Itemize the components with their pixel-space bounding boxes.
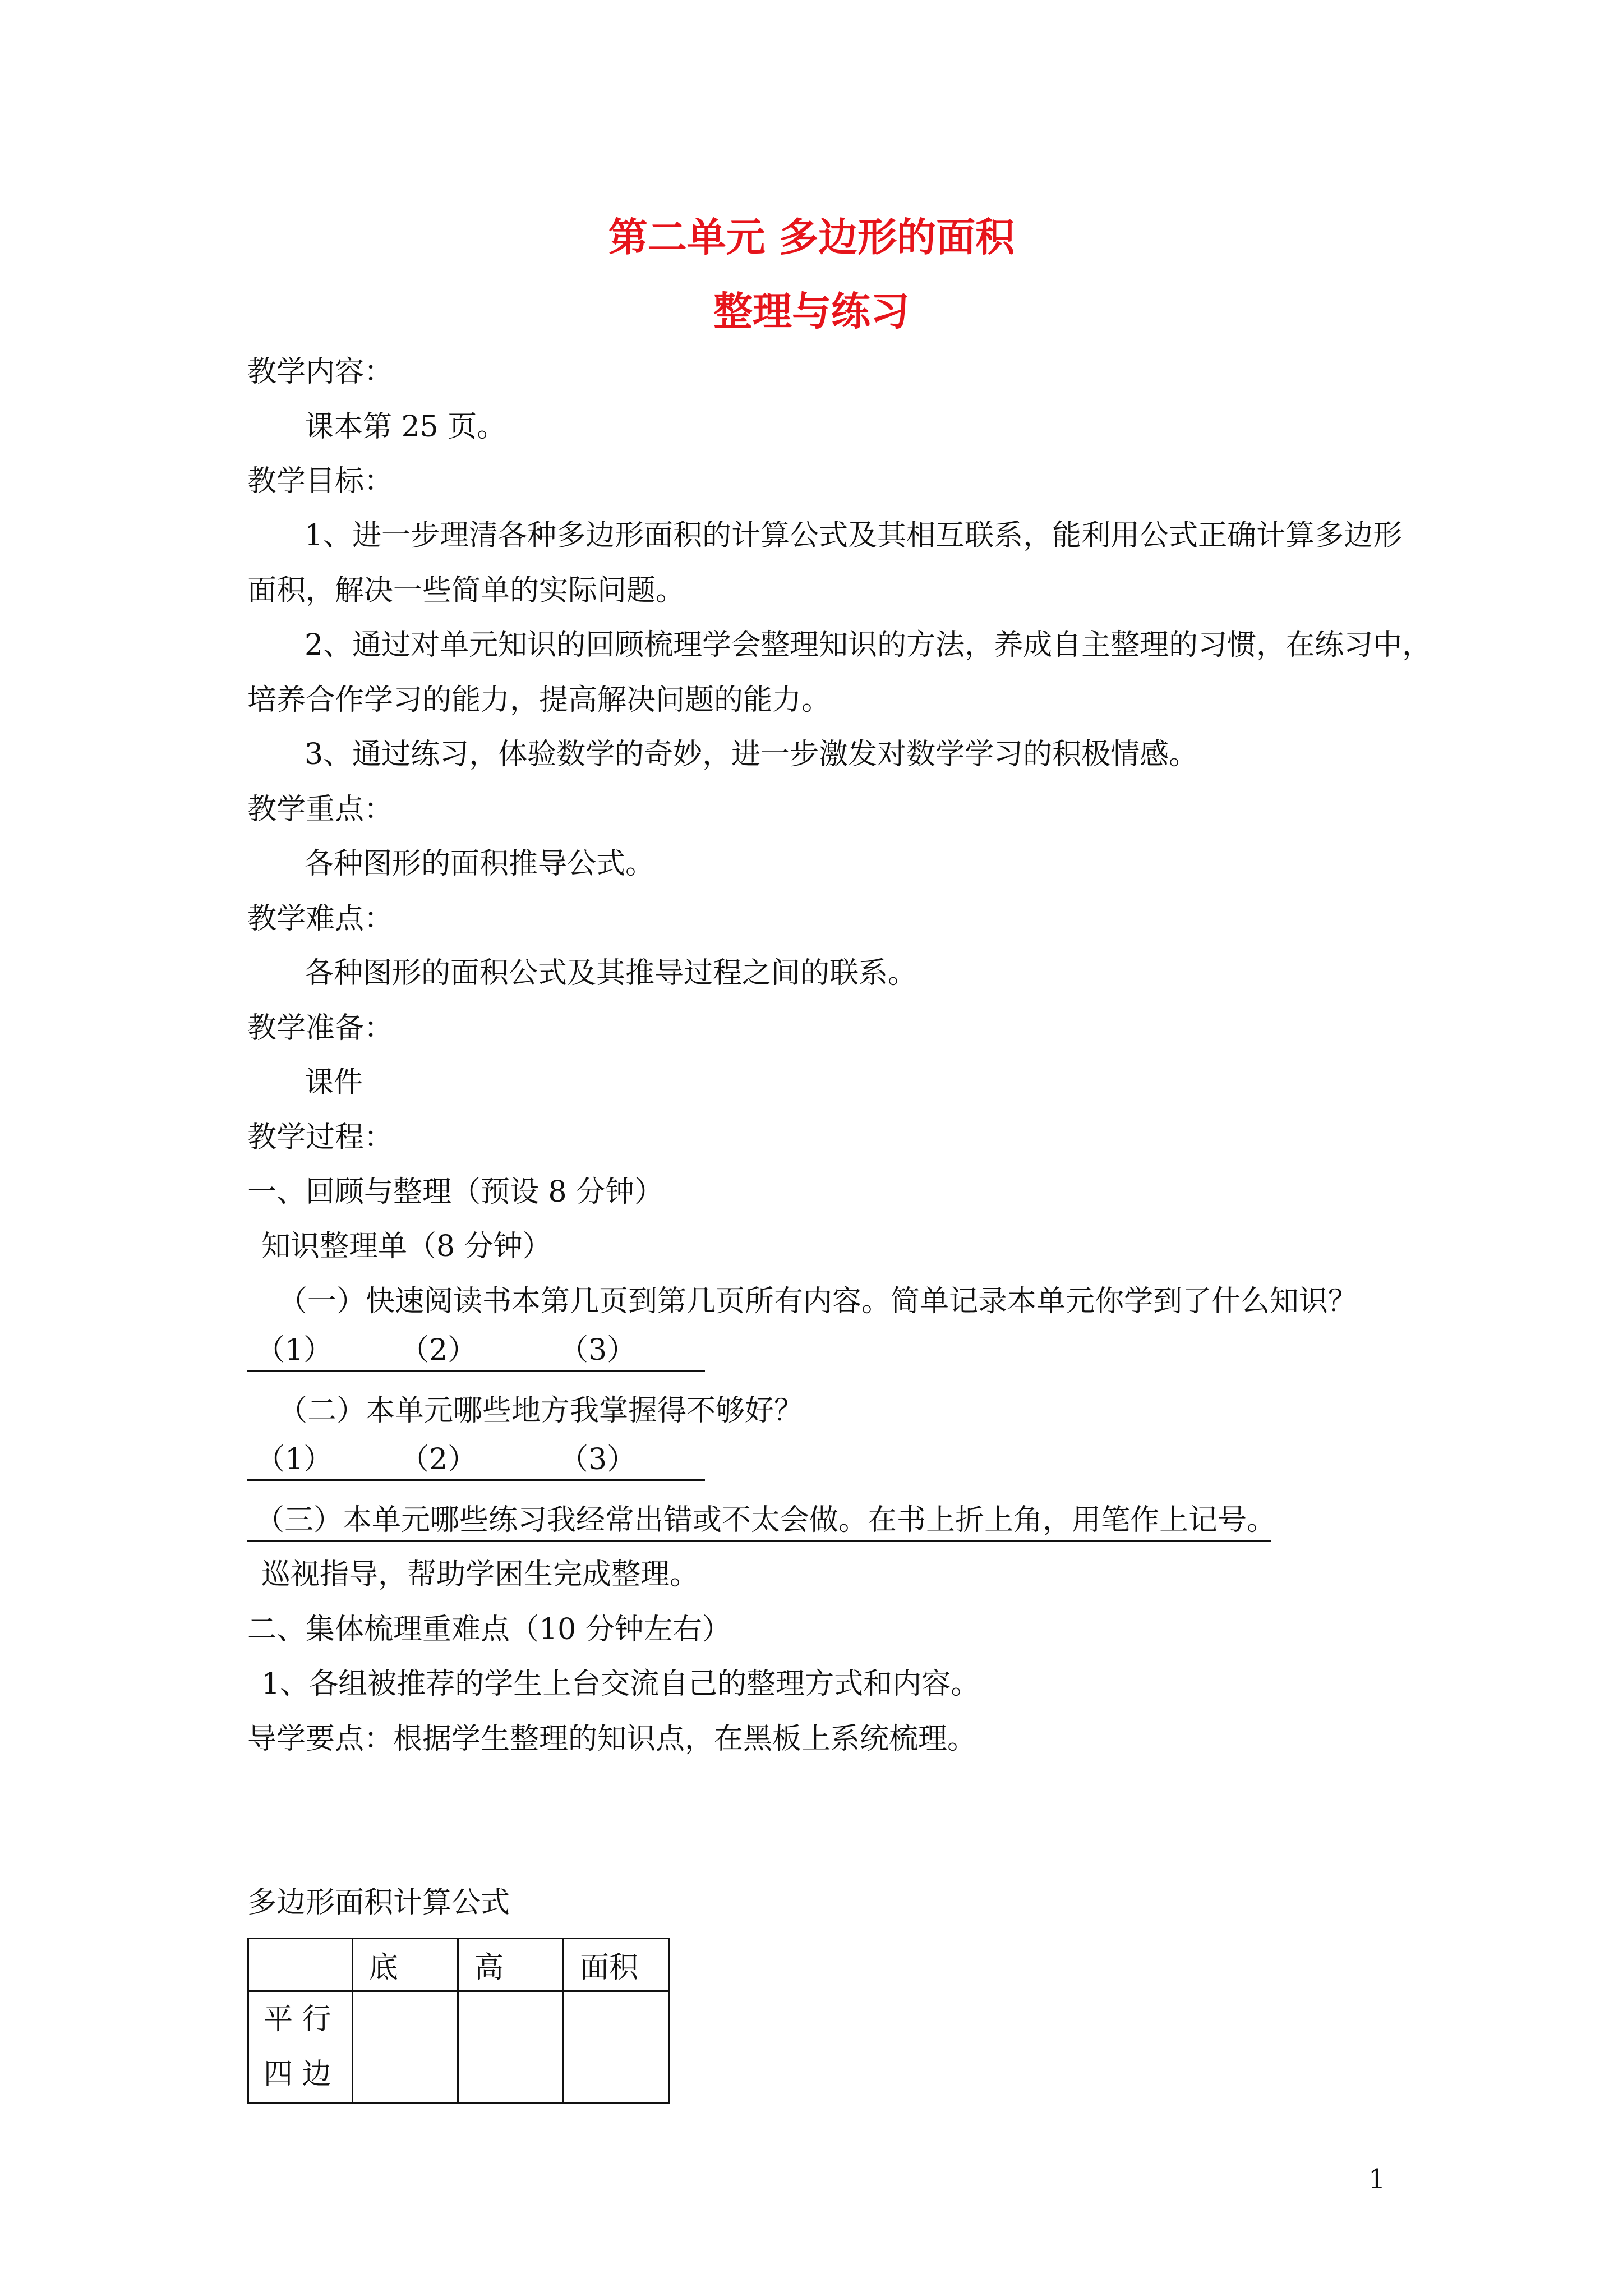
table-header-cell: 高: [458, 1939, 564, 1991]
row-label-line: 平 行: [264, 2003, 331, 2036]
preparation-label: 教学准备：: [247, 1011, 394, 1045]
process-label: 教学过程：: [247, 1121, 394, 1154]
table-header-cell: [248, 1939, 353, 1991]
content-label: 教学内容：: [247, 355, 394, 389]
lesson-title: 整理与练习: [713, 288, 910, 334]
section-1-heading: 一、回顾与整理（预设 8 分钟）: [247, 1175, 664, 1209]
key-point-label: 教学重点：: [247, 793, 394, 826]
table-cell-height[interactable]: [458, 1991, 564, 2103]
question-3: （三）本单元哪些练习我经常出错或不太会做。在书上折上角，用笔作上记号。: [247, 1501, 1271, 1542]
question-2: （二）本单元哪些地方我掌握得不够好？: [278, 1394, 804, 1428]
difficulty-text: 各种图形的面积公式及其推导过程之间的联系。: [305, 956, 917, 990]
section-2-heading: 二、集体梳理重难点（10 分钟左右）: [247, 1613, 731, 1646]
blank-label: （2）: [400, 1443, 477, 1476]
goals-label: 教学目标：: [247, 464, 394, 498]
preparation-text: 课件: [305, 1066, 363, 1099]
table-cell-area[interactable]: [564, 1991, 669, 2103]
guide-tip: 导学要点：根据学生整理的知识点，在黑板上系统梳理。: [247, 1722, 977, 1756]
goal-1-line-2: 面积，解决一些简单的实际问题。: [247, 574, 685, 608]
blank-label: （1）: [256, 1443, 333, 1476]
answer-blanks-1[interactable]: [247, 1331, 705, 1372]
blank-label: （2）: [400, 1333, 477, 1367]
question-1: （一）快速阅读书本第几页到第几页所有内容。简单记录本单元你学到了什么知识？: [278, 1285, 1358, 1318]
content-text: 课本第 25 页。: [305, 410, 506, 444]
goal-2-line-1: 2、通过对单元知识的回顾梳理学会整理知识的方法，养成自主整理的习惯，在练习中，: [305, 628, 1432, 662]
step-1: 1、各组被推荐的学生上台交流自己的整理方式和内容。: [261, 1667, 980, 1701]
goal-1-line-1: 1、进一步理清各种多边形面积的计算公式及其相互联系，能利用公式正确计算多边形: [305, 519, 1403, 553]
goal-3: 3、通过练习，体验数学的奇妙，进一步激发对数学学习的积极情感。: [305, 738, 1198, 771]
unit-title: 第二单元 多边形的面积: [608, 214, 1015, 260]
table-caption: 多边形面积计算公式: [247, 1886, 510, 1920]
table-cell-base[interactable]: [353, 1991, 458, 2103]
knowledge-sheet-heading: 知识整理单（8 分钟）: [261, 1230, 552, 1263]
answer-blanks-2[interactable]: [247, 1440, 705, 1481]
difficulty-label: 教学难点：: [247, 902, 394, 936]
area-formula-table: [247, 1938, 670, 2104]
blank-label: （3）: [559, 1443, 637, 1476]
blank-label: （3）: [559, 1333, 637, 1367]
row-label-line: 四 边: [264, 2058, 331, 2091]
row-label-parallelogram: [248, 1991, 353, 2103]
key-point-text: 各种图形的面积推导公式。: [305, 847, 655, 881]
table-header-cell: 底: [353, 1939, 458, 1991]
goal-2-line-2: 培养合作学习的能力，提高解决问题的能力。: [247, 683, 831, 717]
page-number: 1: [1368, 2164, 1386, 2195]
guidance-text: 巡视指导，帮助学困生完成整理。: [261, 1558, 699, 1591]
table-header-cell: 面积: [564, 1939, 669, 1991]
blank-label: （1）: [256, 1333, 333, 1367]
